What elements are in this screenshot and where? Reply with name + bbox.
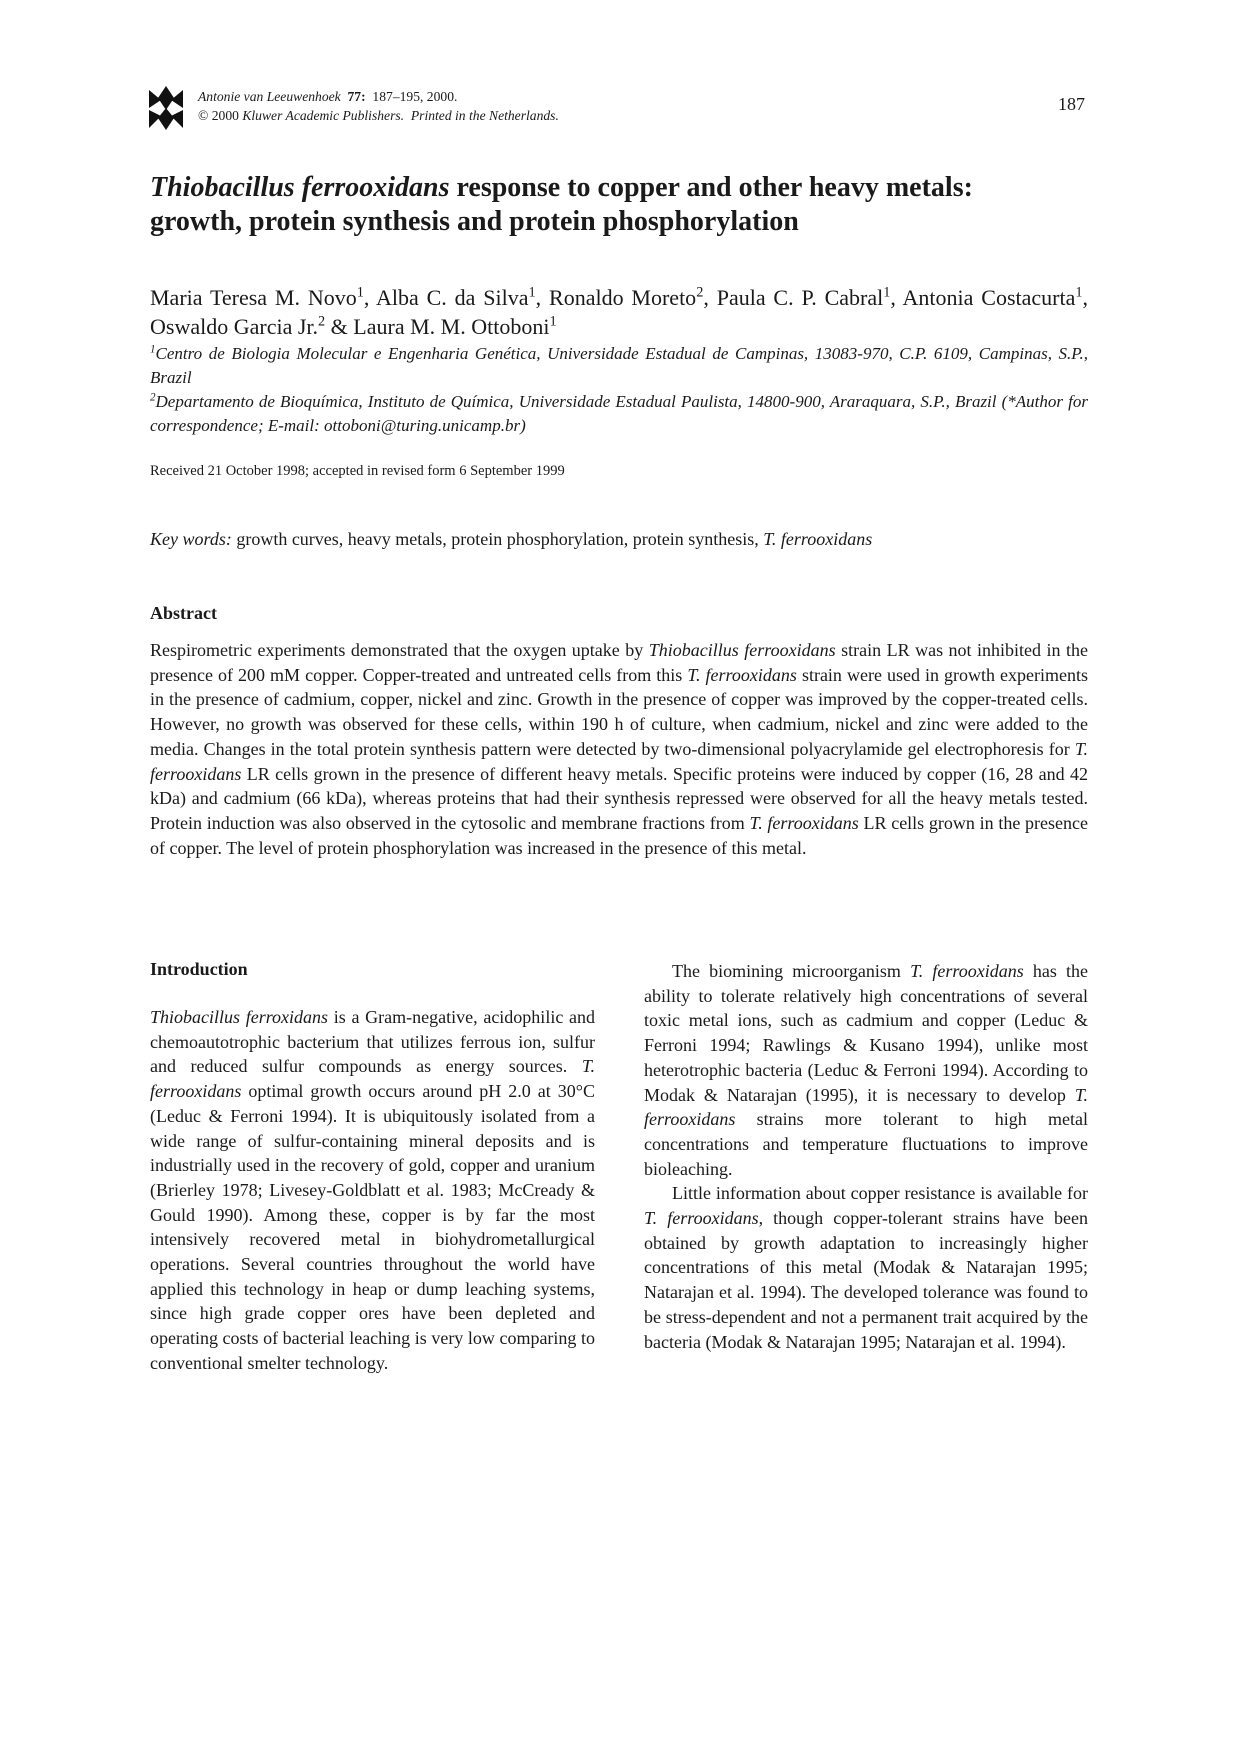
affiliation-text: Centro de Biologia Molecular e Engenharia Genética, Universidade Estadual de Campinas, 13083-970, C.P. 6109, Campinas, S.P., Brazil <box>150 344 1088 387</box>
species-name: T. ferrooxidans <box>644 1208 759 1229</box>
abstract-heading: Abstract <box>150 603 217 623</box>
species-name: Thiobacillus ferrooxidans <box>648 640 836 660</box>
paragraph-text: The biomining microorganism <box>672 961 901 981</box>
species-name: T. ferrooxidans <box>150 738 1088 784</box>
paragraph-text: has the ability to tolerate relatively high concentrations of several toxic metal ions, such as cadmium and copper (Leduc & Ferroni 1994; Rawlings & Kusano 1994), unlike most heterotrophic bacteria (Leduc & Ferroni 1994). According to Modak & Natarajan (1995), it is necessary to develop <box>644 961 1089 1105</box>
affiliation-2 <box>150 390 1088 438</box>
printed-in: Printed in the Netherlands. <box>410 108 559 123</box>
page-number: 187 <box>1058 94 1085 114</box>
title-line2: growth, protein synthesis and protein phosphorylation <box>150 206 799 237</box>
author: Oswaldo Garcia Jr. <box>150 314 319 339</box>
species-name: Thiobacillus ferroxidans <box>150 1007 329 1027</box>
author-affil-mark: 1 <box>1075 284 1083 301</box>
affiliations <box>150 342 1088 438</box>
publisher-logo-icon <box>149 86 183 130</box>
journal-pages: 187–195, 2000. <box>372 89 458 104</box>
journal-citation <box>198 87 559 125</box>
author-affil-mark: 1 <box>549 313 557 330</box>
journal-name: Antonie van Leeuwenhoek <box>198 89 341 104</box>
abstract-text: strain were used in growth experiments in the presence of cadmium, copper, nickel and zinc. Growth in the presence of copper was improved by the copper-treated cells. However, no growth was observed for these cells, within 190 h of culture, when cadmium, nickel and zinc were added to the media. Changes in the total protein synthesis pattern were detected by two-dimensional polyacrylamide gel electrophoresis for <box>150 664 1089 759</box>
keywords-text: growth curves, heavy metals, protein phosphorylation, protein synthesis, <box>236 529 759 549</box>
author-affil-mark: 2 <box>318 313 326 330</box>
author: Alba C. da Silva <box>376 285 529 310</box>
paragraph-text: strains more tolerant to high metal concentrations and temperature fluctuations to improve bioleaching. <box>644 1109 1088 1179</box>
introduction-heading: Introduction <box>150 959 248 979</box>
abstract-body <box>150 638 1088 860</box>
paragraph <box>644 1181 1088 1354</box>
paragraph <box>644 959 1088 1181</box>
affiliation-text: Departamento de Bioquímica, Instituto de Química, Universidade Estadual Paulista, 14800-900, Araraquara, S.P., Brazil (*Author for correspondence; E-mail: ottoboni@turing.unicamp.br) <box>150 392 1088 435</box>
author-list: Maria Teresa M. Novo$^1$, Alba C. da Silva$^1$, Ronaldo Moreto$^2$, Paula C. P. Cabral$^1$, Antonia Costacurta$^1$, Oswaldo Garcia Jr.$^2$ & Laura M. M. Ottoboni$^1$ <box>150 284 1089 339</box>
keywords-label: Key words: <box>150 529 232 549</box>
abstract-text: LR cells grown in the presence of copper. The level of protein phosphorylation was increased in the presence of this metal. <box>150 812 1089 858</box>
author: Laura M. M. Ottoboni <box>353 314 550 339</box>
abstract-text: Respirometric experiments demonstrated that the oxygen uptake by <box>150 640 644 660</box>
species-name: T. ferrooxidans <box>644 1084 1088 1130</box>
species-name: T. ferrooxidans <box>910 961 1024 981</box>
affiliation-1 <box>150 342 1088 390</box>
species-name: T. ferrooxidans <box>150 1056 595 1102</box>
title-line1: response to copper and other heavy metals: <box>456 172 973 203</box>
affiliation-mark: 2 <box>150 391 156 404</box>
paragraph-text: is a Gram-negative, acidophilic and chemoautotrophic bacterium that utilizes ferrous ion, sulfur and reduced sulfur compounds as energy sources. <box>150 1007 596 1077</box>
author-affil-mark: 1 <box>356 284 364 301</box>
abstract-text: strain LR was not inhibited in the presence of 200 mM copper. Copper-treated and untreated cells from this <box>150 640 1089 685</box>
introduction-left-column <box>150 1005 595 1376</box>
paragraph-text: Little information about copper resistance is available for <box>672 1183 1088 1204</box>
keywords-species: T. ferrooxidans <box>763 529 873 549</box>
species-name: T. ferrooxidans <box>687 664 797 685</box>
author-affil-mark: 1 <box>528 284 536 301</box>
copyright: © 2000 <box>198 108 239 123</box>
paper-title <box>150 171 1110 239</box>
author: Paula C. P. Cabral <box>716 285 884 310</box>
received-dates: Received 21 October 1998; accepted in revised form 6 September 1999 <box>150 463 565 479</box>
publisher: Kluwer Academic Publishers. <box>242 108 405 123</box>
paragraph-text: , though copper-tolerant strains have been obtained by growth adaptation to increasingly higher concentrations of this metal (Modak & Natarajan 1995; Natarajan et al. 1994). The developed tolerance was found to be stress-dependent and not a permanent trait acquired by the bacteria (Modak & Natarajan 1995; Natarajan et al. 1994). <box>644 1208 1088 1352</box>
title-species: Thiobacillus ferrooxidans <box>150 172 450 203</box>
species-name: T. ferrooxidans <box>749 812 859 833</box>
affiliation-mark: 1 <box>150 343 156 356</box>
journal-volume: 77: <box>347 89 366 104</box>
author-affil-mark: 2 <box>696 284 704 301</box>
author: Maria Teresa M. Novo <box>150 285 357 310</box>
author-affil-mark: 1 <box>883 284 891 301</box>
author: Ronaldo Moreto <box>549 285 697 310</box>
paragraph-text: optimal growth occurs around pH 2.0 at 30°C (Leduc & Ferroni 1994). It is ubiquitously isolated from a wide range of sulfur-containing mineral deposits and is industrially used in the recovery of gold, copper and uranium (Brierley 1978; Livesey-Goldblatt et al. 1983; McCready & Gould 1990). Among these, copper is by far the most intensively recovered metal in biohydrometallurgical operations. Several countries throughout the world have applied this technology in heap or dump leaching systems, since high grade copper ores have been depleted and operating costs of bacterial leaching is very low comparing to conventional smelter technology. <box>150 1081 595 1373</box>
keywords <box>150 529 872 550</box>
author: Antonia Costacurta <box>902 285 1076 310</box>
abstract-text: LR cells grown in the presence of different heavy metals. Specific proteins were induced by copper (16, 28 and 42 kDa) and cadmium (66 kDa), whereas proteins that had their synthesis repressed were observed for all the heavy metals tested. Protein induction was also observed in the cytosolic and membrane fractions from <box>150 763 1088 833</box>
introduction-right-column <box>644 959 1088 1354</box>
